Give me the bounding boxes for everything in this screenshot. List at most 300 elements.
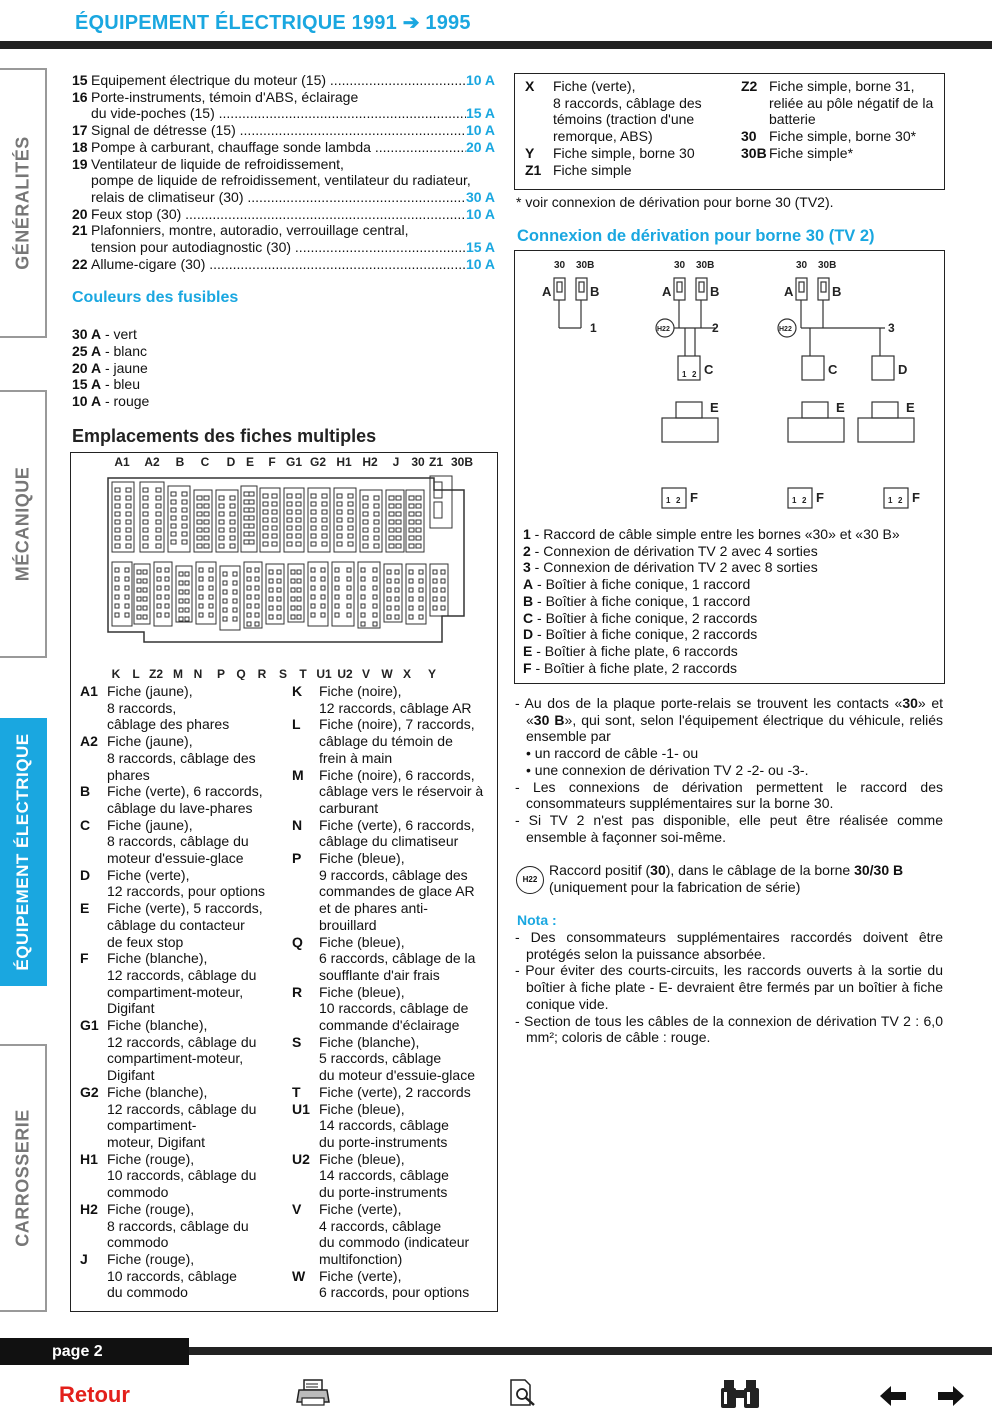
connector-pin bbox=[335, 613, 339, 617]
color-item: 15 A - bleu bbox=[72, 376, 140, 393]
connector-pin bbox=[311, 518, 316, 522]
bottom-connector-label: V bbox=[361, 667, 371, 680]
connector-key: B bbox=[80, 783, 91, 800]
connector-entry bbox=[525, 162, 737, 179]
connector-entry bbox=[292, 1101, 489, 1151]
connector-key: M bbox=[292, 766, 304, 783]
connector-pin bbox=[348, 494, 353, 498]
terminal-pin bbox=[677, 282, 682, 292]
note-paragraph: - Si TV 2 n'est pas disponible, elle peut être réalisée comme ensemble à façonner soi-même. bbox=[515, 811, 943, 845]
connector-pin bbox=[137, 597, 141, 601]
bottom-connector-label: M bbox=[173, 667, 183, 680]
connector-pin bbox=[182, 508, 187, 512]
connector-pin bbox=[272, 494, 277, 498]
connector-pin bbox=[247, 613, 251, 617]
connector-desc: Fiche (bleue), 6 raccords, câblage de la soufflante d'air frais bbox=[319, 933, 476, 983]
binoculars-icon[interactable] bbox=[720, 1378, 760, 1410]
connector-key: S bbox=[292, 1033, 302, 1050]
connectors-legend-left bbox=[80, 683, 272, 1301]
connector-entry bbox=[741, 78, 941, 128]
top-connector-label: J bbox=[392, 456, 400, 469]
connector-pin bbox=[409, 512, 414, 516]
connector-key: N bbox=[292, 816, 303, 833]
connector-pin bbox=[179, 617, 183, 621]
connector-desc: Fiche (verte), 4 raccords, câblage du commodo (indicateur multifonction) bbox=[319, 1200, 470, 1267]
connector-pin bbox=[165, 586, 169, 590]
connector-pin bbox=[374, 512, 379, 516]
tab-mecanique[interactable] bbox=[0, 390, 47, 658]
fuse-item: 17 Signal de détresse (15) ..... 10 A bbox=[72, 122, 495, 139]
connector-pin bbox=[409, 588, 413, 592]
tv2-legend-item: B - Boîtier à fiche conique, 1 raccord bbox=[523, 592, 751, 609]
pin-label: 2 bbox=[676, 496, 681, 505]
connector-pin bbox=[311, 526, 316, 530]
connector-pin bbox=[311, 542, 316, 546]
connector-pin bbox=[433, 588, 437, 592]
connector-pin bbox=[269, 579, 273, 583]
connector-d bbox=[872, 356, 894, 380]
connector-pin bbox=[249, 524, 254, 528]
relay-plate-diagram bbox=[104, 456, 476, 680]
connector-pin bbox=[171, 492, 176, 496]
connector-pin bbox=[311, 604, 315, 608]
connector-pin bbox=[126, 528, 131, 532]
connector-pin bbox=[143, 512, 148, 516]
connector-pin bbox=[255, 613, 259, 617]
connector-pin bbox=[143, 520, 148, 524]
tab-label: CARROSSERIE bbox=[12, 1109, 32, 1247]
connector-pin bbox=[165, 577, 169, 581]
connector-e bbox=[662, 418, 718, 442]
connector-pin bbox=[156, 496, 161, 500]
connector-pin bbox=[223, 572, 227, 576]
connector-pin bbox=[441, 588, 445, 592]
connector-entry bbox=[292, 817, 489, 850]
connector-pin bbox=[291, 597, 295, 601]
connector-pin bbox=[361, 586, 365, 590]
connector-pin bbox=[416, 496, 421, 500]
connector-pin bbox=[396, 544, 401, 548]
connector-pin bbox=[233, 599, 237, 603]
label-c: C bbox=[828, 362, 838, 377]
connector-pin bbox=[244, 500, 249, 504]
connector-pin bbox=[263, 510, 268, 514]
connector-entry bbox=[80, 867, 272, 900]
connector-pin bbox=[311, 502, 316, 506]
connector-pin bbox=[115, 577, 119, 581]
connector-pin bbox=[291, 579, 295, 583]
connector-e-top bbox=[676, 402, 702, 418]
connector-pin bbox=[373, 613, 377, 617]
connector-pin bbox=[230, 504, 235, 508]
fuse-colors-list bbox=[72, 326, 149, 410]
connector-pin bbox=[269, 615, 273, 619]
connector-pin bbox=[374, 504, 379, 508]
connector-pin bbox=[165, 613, 169, 617]
connector-pin bbox=[389, 536, 394, 540]
connector-pin bbox=[374, 520, 379, 524]
connector-pin bbox=[223, 590, 227, 594]
connector-pin bbox=[287, 534, 292, 538]
connector-entry bbox=[80, 1151, 272, 1201]
connector-pin bbox=[204, 496, 209, 500]
connector-pin bbox=[416, 536, 421, 540]
fuse-item: relais de climatiseur (30) ..... 30 A bbox=[72, 189, 495, 206]
connector-pin bbox=[374, 544, 379, 548]
connector-pin bbox=[277, 615, 281, 619]
connector-pin bbox=[277, 597, 281, 601]
connector-pin bbox=[269, 597, 273, 601]
connector-desc: Fiche (noire), 12 raccords, câblage AR bbox=[319, 683, 472, 716]
connector-pin bbox=[247, 595, 251, 599]
connector-desc: Fiche (noire), 7 raccords, câblage du témoin de frein à main bbox=[319, 716, 475, 766]
page-number: page 2 bbox=[0, 1338, 189, 1365]
connector-pin bbox=[157, 586, 161, 590]
connector-pin bbox=[143, 496, 148, 500]
connector-socket bbox=[134, 564, 150, 624]
zoom-document-icon[interactable] bbox=[508, 1378, 538, 1408]
nota-list bbox=[515, 929, 943, 1046]
connector-pin bbox=[347, 577, 351, 581]
connector-entry bbox=[292, 850, 489, 934]
terminal-label: 30B bbox=[576, 260, 595, 271]
connector-entry bbox=[80, 950, 272, 1017]
tv2-legend-item: F - Boîtier à fiche plate, 2 raccords bbox=[523, 659, 737, 676]
connectors-table-continued bbox=[514, 73, 945, 190]
connector-pin bbox=[263, 494, 268, 498]
connector-pin bbox=[311, 595, 315, 599]
connector-pin bbox=[389, 544, 394, 548]
bottom-connector-label: W bbox=[381, 667, 393, 680]
connector-pin bbox=[387, 588, 391, 592]
connector-pin bbox=[311, 613, 315, 617]
connector-pin bbox=[244, 508, 249, 512]
connector-pin bbox=[230, 512, 235, 516]
connector-pin bbox=[441, 570, 445, 574]
prev-arrow-icon[interactable] bbox=[878, 1383, 908, 1409]
fuse-item: 18 Pompe à carburant, chauffage sonde lambda ..... 20 A bbox=[72, 139, 495, 156]
connector-entry bbox=[292, 934, 489, 984]
connector-desc: Fiche (rouge), 8 raccords, câblage du commodo bbox=[107, 1200, 249, 1251]
label-f: F bbox=[690, 490, 698, 505]
connector-entry bbox=[741, 145, 941, 162]
connector-pin bbox=[409, 615, 413, 619]
connector-pin bbox=[348, 542, 353, 546]
nota-item: - Section de tous les câbles de la connexion de dérivation TV 2 : 6,0 mm²; coloris de câble : rouge. bbox=[515, 1012, 943, 1046]
connector-e bbox=[788, 418, 844, 442]
connector-pin bbox=[233, 617, 237, 621]
connector-pin bbox=[125, 604, 129, 608]
connector-pin bbox=[395, 606, 399, 610]
connector-pin bbox=[272, 518, 277, 522]
connector-entry bbox=[292, 767, 489, 817]
connector-pin bbox=[389, 520, 394, 524]
connector-pin bbox=[156, 504, 161, 508]
connector-key: P bbox=[292, 850, 302, 867]
connector-pin bbox=[255, 586, 259, 590]
terminal-pin bbox=[434, 502, 442, 518]
connector-pin bbox=[199, 604, 203, 608]
connector-pin bbox=[322, 494, 327, 498]
connector-pin bbox=[157, 568, 161, 572]
connector-entry bbox=[80, 1017, 272, 1084]
terminal-label: 30B bbox=[818, 260, 837, 271]
bottom-connector-label: Q bbox=[236, 667, 246, 680]
connector-pin bbox=[156, 528, 161, 532]
connector-desc: Fiche (bleue), 14 raccords, câblage du porte-instruments bbox=[319, 1150, 449, 1201]
connector-desc: Fiche simple, borne 30 bbox=[553, 144, 695, 161]
connector-pin bbox=[255, 568, 259, 572]
top-connector-label: E bbox=[245, 456, 255, 469]
connector-pin bbox=[182, 532, 187, 536]
connector-pin bbox=[433, 606, 437, 610]
connector-pin bbox=[165, 604, 169, 608]
connector-pin bbox=[347, 613, 351, 617]
connector-pin bbox=[233, 590, 237, 594]
connector-pin bbox=[115, 604, 119, 608]
connector-pin bbox=[209, 604, 213, 608]
connector-pin bbox=[219, 528, 224, 532]
connector-pin bbox=[433, 579, 437, 583]
connector-pin bbox=[233, 581, 237, 585]
connector-pin bbox=[115, 488, 120, 492]
connector-pin bbox=[244, 540, 249, 544]
connector-pin bbox=[115, 504, 120, 508]
connector-pin bbox=[157, 613, 161, 617]
label-e: E bbox=[836, 400, 845, 415]
connector-key: A1 bbox=[80, 683, 98, 699]
connector-pin bbox=[416, 504, 421, 508]
connector-key: H2 bbox=[80, 1200, 98, 1217]
tab-carrosserie[interactable] bbox=[0, 1044, 47, 1312]
connector-pin bbox=[297, 588, 301, 592]
connector-pin bbox=[199, 613, 203, 617]
connector-pin bbox=[156, 536, 161, 540]
top-connector-label: 30 bbox=[411, 456, 425, 469]
next-arrow-icon[interactable] bbox=[936, 1383, 966, 1409]
bottom-connector-label: R bbox=[257, 667, 267, 680]
connector-pin bbox=[347, 604, 351, 608]
terminal-label: 30 bbox=[796, 260, 808, 271]
bottom-connector-label: P bbox=[216, 667, 226, 680]
connector-pin bbox=[296, 502, 301, 506]
connector-pin bbox=[337, 518, 342, 522]
connector-key: 30 bbox=[741, 128, 757, 145]
connector-pin bbox=[126, 520, 131, 524]
connector-pin bbox=[337, 534, 342, 538]
fuse-list bbox=[72, 72, 495, 272]
connector-desc: Fiche (noire), 6 raccords, câblage vers le réservoir à carburant bbox=[319, 766, 484, 816]
connector-pin bbox=[416, 544, 421, 548]
connector-entry bbox=[741, 128, 941, 145]
connector-pin bbox=[396, 504, 401, 508]
connector-pin bbox=[233, 572, 237, 576]
connector-key: A2 bbox=[80, 733, 98, 750]
connectors-heading: Emplacements des fiches multiples bbox=[72, 426, 377, 446]
connector-pin bbox=[143, 579, 147, 583]
connector-desc: Fiche (verte), 6 raccords, câblage du climatiseur bbox=[319, 816, 475, 850]
connector-pin bbox=[395, 597, 399, 601]
connector-pin bbox=[311, 568, 315, 572]
tab-label: GÉNÉRALITÉS bbox=[12, 136, 32, 270]
terminal-label: 30 bbox=[674, 260, 686, 271]
connector-pin bbox=[204, 504, 209, 508]
connector-pin bbox=[197, 496, 202, 500]
tv2-legend bbox=[523, 526, 900, 676]
tab-equipement-electrique[interactable] bbox=[0, 718, 47, 986]
connector-pin bbox=[219, 520, 224, 524]
h22-text: Raccord positif (30), dans le câblage de la borne 30/30 B (uniquement pour la fabrication de série) bbox=[549, 862, 904, 895]
connector-pin bbox=[204, 536, 209, 540]
connector-pin bbox=[230, 544, 235, 548]
h22-badge: H22 bbox=[516, 866, 544, 894]
connector-pin bbox=[395, 579, 399, 583]
connector-pin bbox=[396, 496, 401, 500]
connector-pin bbox=[373, 577, 377, 581]
connector-pin bbox=[409, 504, 414, 508]
connector-desc: Fiche (verte), 6 raccords, pour options bbox=[319, 1267, 470, 1301]
connector-key: U1 bbox=[292, 1100, 310, 1117]
connector-pin bbox=[115, 512, 120, 516]
connector-desc: Fiche (verte), 2 raccords bbox=[319, 1083, 471, 1100]
connector-entry bbox=[80, 1084, 272, 1151]
tv2-legend-item: E - Boîtier à fiche plate, 6 raccords bbox=[523, 642, 738, 659]
connector-pin bbox=[287, 510, 292, 514]
connector-pin bbox=[348, 534, 353, 538]
label-a: A bbox=[542, 284, 552, 299]
connector-pin bbox=[171, 500, 176, 504]
connector-socket bbox=[288, 564, 304, 622]
connector-desc: Fiche simple bbox=[553, 161, 632, 178]
page-title: ÉQUIPEMENT ÉLECTRIQUE 1991 ➔ 1995 bbox=[75, 12, 471, 34]
connector-entry bbox=[292, 1268, 489, 1301]
bottom-connector-label: K bbox=[111, 667, 121, 680]
connector-pin bbox=[263, 502, 268, 506]
bottom-connector-label: L bbox=[132, 667, 140, 680]
fuse-item: 22 Allume-cigare (30) ..... 10 A bbox=[72, 256, 495, 273]
connector-pin bbox=[337, 494, 342, 498]
connector-pin bbox=[199, 577, 203, 581]
connector-key: 30B bbox=[741, 144, 767, 161]
connector-pin bbox=[197, 512, 202, 516]
connector-pin bbox=[197, 520, 202, 524]
connector-pin bbox=[311, 577, 315, 581]
connector-pin bbox=[247, 586, 251, 590]
connector-pin bbox=[126, 496, 131, 500]
connector-pin bbox=[185, 581, 189, 585]
connector-key: K bbox=[292, 683, 303, 699]
connector-pin bbox=[335, 586, 339, 590]
connector-pin bbox=[171, 540, 176, 544]
note-bullet: • une connexion de dérivation TV 2 -2- ou -3-. bbox=[526, 761, 809, 778]
connector-pin bbox=[373, 622, 377, 626]
connector-pin bbox=[419, 597, 423, 601]
connector-pin bbox=[311, 534, 316, 538]
connector-pin bbox=[409, 606, 413, 610]
terminal-30 bbox=[674, 278, 685, 300]
connector-pin bbox=[157, 595, 161, 599]
connector-pin bbox=[361, 568, 365, 572]
label-f: F bbox=[816, 490, 824, 505]
tab-generalites[interactable] bbox=[0, 68, 47, 338]
connector-desc: Fiche (jaune), 8 raccords, câblage du moteur d'essuie-glace bbox=[107, 816, 249, 867]
connector-key: U2 bbox=[292, 1150, 310, 1167]
connector-pin bbox=[244, 524, 249, 528]
tv2-legend-item: A - Boîtier à fiche conique, 1 raccord bbox=[523, 576, 751, 593]
connector-pin bbox=[182, 524, 187, 528]
connector-pin bbox=[171, 524, 176, 528]
connector-pin bbox=[125, 595, 129, 599]
fuse-item: 16 Porte-instruments, témoin d'ABS, éclairage bbox=[72, 88, 359, 105]
bottom-connector-label: U1 bbox=[316, 667, 332, 680]
connector-pin bbox=[179, 572, 183, 576]
connector-pin bbox=[441, 606, 445, 610]
connector-pin bbox=[419, 588, 423, 592]
connector-entry bbox=[80, 733, 272, 783]
connector-pin bbox=[249, 540, 254, 544]
connector-pin bbox=[296, 542, 301, 546]
printer-icon[interactable] bbox=[296, 1378, 332, 1408]
connector-pin bbox=[182, 516, 187, 520]
connector-key: W bbox=[292, 1267, 306, 1284]
bottom-connector-label: Y bbox=[427, 667, 437, 680]
connector-pin bbox=[125, 613, 129, 617]
connector-pin bbox=[296, 534, 301, 538]
connector-pin bbox=[389, 512, 394, 516]
connector-pin bbox=[416, 520, 421, 524]
note-paragraph: - Au dos de la plaque porte-relais se trouvent les contacts «30» et «30 B», qui sont, selon l'équipement électrique du véhicule, reliés ensemble par bbox=[515, 695, 944, 745]
fuse-colors-heading: Couleurs des fusibles bbox=[72, 289, 239, 306]
nota-item: - Pour éviter des courts-circuits, les raccords ouverts à la sortie du boîtier à fiche plate - E- devraient être fermés par un boîtier à fiche conique vide. bbox=[515, 962, 943, 1012]
connector-pin bbox=[255, 577, 259, 581]
label-a: A bbox=[662, 284, 672, 299]
connector-pin bbox=[322, 510, 327, 514]
connector-entry bbox=[80, 900, 272, 950]
connector-pin bbox=[322, 534, 327, 538]
connector-pin bbox=[389, 496, 394, 500]
connector-pin bbox=[322, 502, 327, 506]
connector-pin bbox=[143, 606, 147, 610]
connector-pin bbox=[363, 520, 368, 524]
connector-pin bbox=[363, 528, 368, 532]
connector-pin bbox=[223, 599, 227, 603]
connector-pin bbox=[185, 590, 189, 594]
bottom-connector-label: Z2 bbox=[148, 667, 164, 680]
connector-desc: Fiche simple* bbox=[769, 144, 854, 161]
connector-pin bbox=[115, 528, 120, 532]
connector-pin bbox=[297, 615, 301, 619]
tv2-legend-item: 1 - Raccord de câble simple entre les bornes «30» et «30 B» bbox=[523, 526, 900, 542]
connector-pin bbox=[197, 528, 202, 532]
connector-pin bbox=[223, 617, 227, 621]
color-item: 20 A - jaune bbox=[72, 359, 148, 376]
connector-desc: Fiche (verte), 6 raccords, câblage du lave-phares bbox=[107, 783, 263, 816]
retour-link[interactable]: Retour bbox=[59, 1382, 130, 1407]
connector-entry bbox=[292, 1034, 489, 1084]
connector-entry bbox=[80, 783, 272, 816]
connector-pin bbox=[230, 536, 235, 540]
connector-pin bbox=[396, 528, 401, 532]
connector-pin bbox=[126, 544, 131, 548]
connector-pin bbox=[156, 544, 161, 548]
fuse-item: 19 Ventilateur de liquide de refroidissement, bbox=[72, 155, 344, 172]
connector-desc: Fiche (blanche), 12 raccords, câblage du compartiment- moteur, Digifant bbox=[107, 1083, 257, 1150]
connector-pin bbox=[179, 599, 183, 603]
pin-label: 2 bbox=[898, 496, 903, 505]
connector-entry bbox=[80, 683, 272, 733]
connector-pin bbox=[374, 536, 379, 540]
pin-label: 2 bbox=[802, 496, 807, 505]
